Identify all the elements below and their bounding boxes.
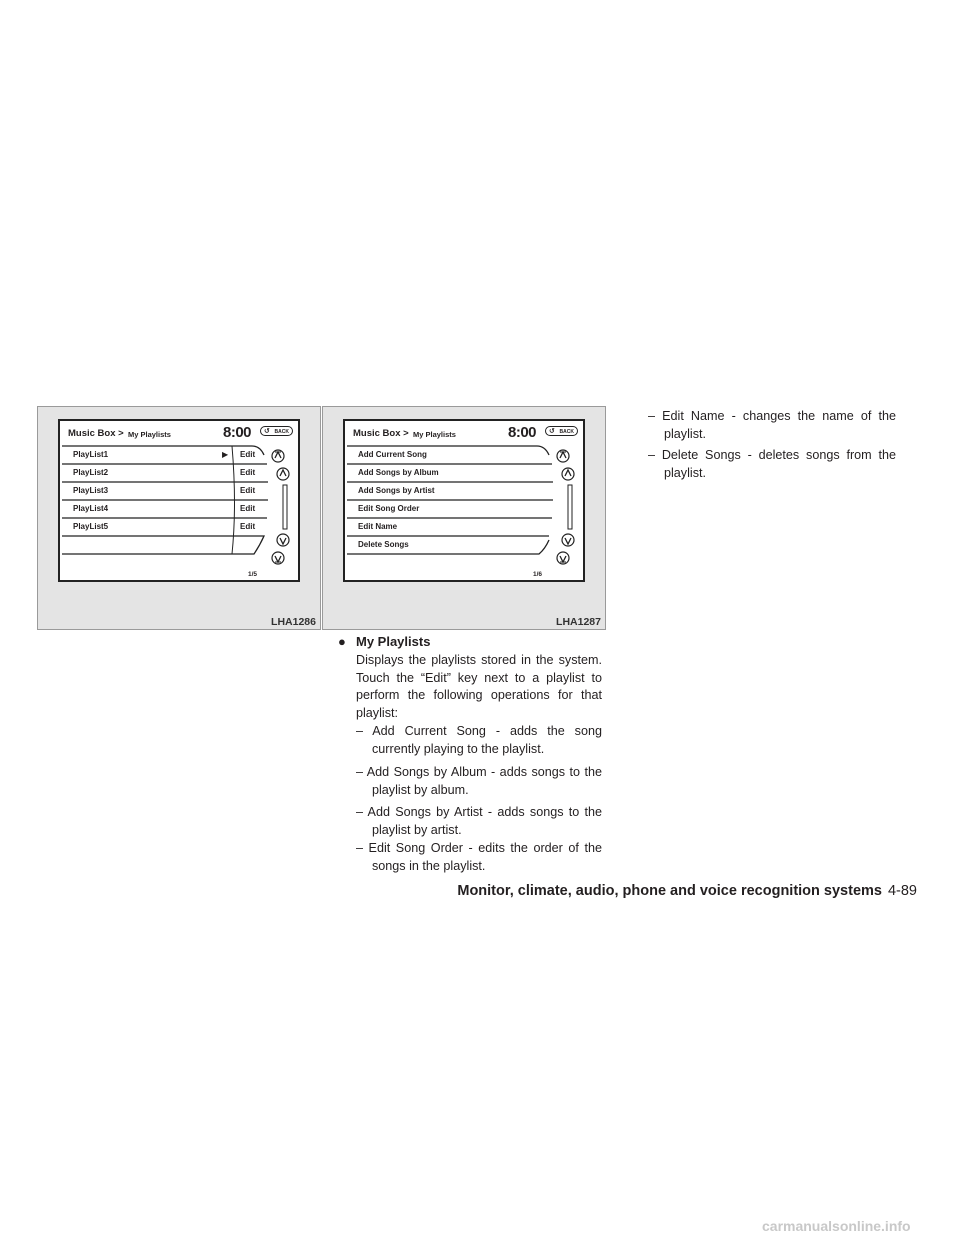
list-item-label[interactable]: Add Songs by Artist	[358, 486, 435, 495]
list-item-label[interactable]: PlayList1	[73, 450, 109, 459]
screen-header	[345, 421, 583, 444]
list-item-label[interactable]: PlayList5	[73, 522, 109, 531]
breadcrumb-sub: My Playlists	[413, 429, 456, 439]
scroll-top-icon	[272, 450, 284, 462]
edit-button[interactable]: Edit	[240, 450, 256, 459]
list-item: – Edit Song Order - edits the order of the songs in the playlist.	[356, 841, 602, 873]
section-paragraph: Displays the playlists stored in the system. Touch the “Edit” key next to a playlist to perform the following operations for that playlist:	[356, 653, 602, 720]
figure-my-playlists-screen	[37, 406, 321, 630]
edit-options-list	[345, 445, 553, 569]
list-item-label[interactable]: PlayList3	[73, 486, 109, 495]
page-number: 4-89	[887, 883, 917, 899]
clock: 8:00	[223, 424, 252, 441]
list-item: – Add Songs by Album - adds songs to the playlist by album.	[356, 765, 602, 797]
scroll-bottom-icon	[272, 552, 284, 564]
scroll-up-icon	[277, 468, 289, 480]
back-arrow-icon: ↺	[264, 428, 270, 435]
page-indicator: 1/6	[533, 571, 543, 578]
scroll-down-icon	[277, 534, 289, 546]
footer-title: Monitor, climate, audio, phone and voice recognition systems	[457, 883, 882, 899]
page-footer	[457, 882, 917, 900]
list-item-label[interactable]: Edit Name	[358, 522, 398, 531]
list-item-label[interactable]: Edit Song Order	[358, 504, 420, 513]
figure-label: LHA1286	[271, 616, 316, 628]
scroll-controls	[552, 447, 582, 567]
edit-button[interactable]: Edit	[240, 522, 256, 531]
list-item-label[interactable]: Delete Songs	[358, 540, 409, 549]
list-item: – Add Current Song - adds the song currently playing to the playlist.	[356, 724, 602, 756]
breadcrumb-main: Music Box >	[68, 428, 124, 439]
figure-label: LHA1287	[556, 616, 601, 628]
clock: 8:00	[508, 424, 537, 441]
display-screen	[58, 419, 300, 582]
list-item-label[interactable]: PlayList2	[73, 468, 109, 477]
scroll-down-icon	[562, 534, 574, 546]
playlist-list	[60, 445, 268, 569]
breadcrumb-main: Music Box >	[353, 428, 409, 439]
page-indicator: 1/5	[248, 571, 258, 578]
list-item-label[interactable]: Add Songs by Album	[358, 468, 439, 477]
scroll-controls	[267, 447, 297, 567]
edit-button[interactable]: Edit	[240, 504, 256, 513]
back-button[interactable]	[260, 426, 293, 436]
bullet-icon: ●	[338, 634, 346, 649]
edit-button[interactable]: Edit	[240, 468, 256, 477]
back-label: BACK	[274, 429, 289, 435]
section-heading: My Playlists	[356, 634, 431, 649]
display-screen	[343, 419, 585, 582]
scroll-bottom-icon	[557, 552, 569, 564]
list-item-label[interactable]: Add Current Song	[358, 450, 427, 459]
back-label: BACK	[559, 429, 574, 435]
list-item-label[interactable]: PlayList4	[73, 504, 109, 513]
list-item: – Add Songs by Artist - adds songs to the playlist by artist.	[356, 805, 602, 837]
play-icon: ▶	[222, 450, 229, 459]
breadcrumb-sub: My Playlists	[128, 429, 171, 439]
figure-edit-playlist-screen	[322, 406, 606, 630]
watermark: carmanualsonline.info	[762, 1218, 911, 1234]
back-arrow-icon: ↺	[549, 428, 555, 435]
scroll-up-icon	[562, 468, 574, 480]
edit-button[interactable]: Edit	[240, 486, 256, 495]
screen-header	[60, 421, 298, 444]
scroll-controls-graphic	[267, 447, 297, 567]
scroll-controls-graphic	[552, 447, 582, 567]
scroll-top-icon	[557, 450, 569, 462]
list-item: – Edit Name - changes the name of the playlist.	[648, 409, 896, 441]
back-button[interactable]	[545, 426, 578, 436]
list-item: – Delete Songs - deletes songs from the playlist.	[648, 448, 896, 480]
